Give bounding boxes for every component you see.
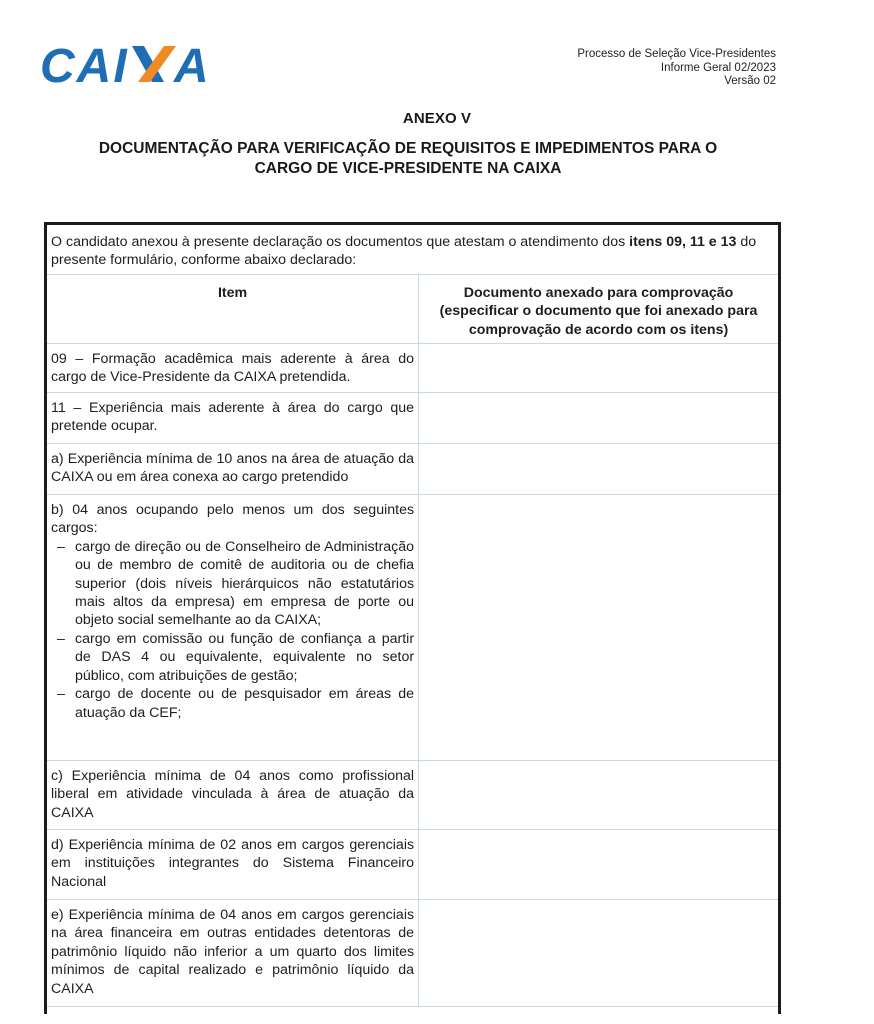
column-header-document	[419, 274, 778, 343]
document-field[interactable]	[419, 761, 778, 830]
subitem-text: cargo de direção ou de Conselheiro de Administração ou de membro de comitê de auditoria ou de chefia superior (dois níveis hierárquicos não estatutários mais altos da empresa) em empresa de porte ou objeto social semelhante ao da CAIXA;	[75, 538, 415, 629]
item-11b	[47, 495, 419, 761]
logo-text-a: A	[174, 40, 209, 88]
document-field[interactable]	[419, 393, 778, 444]
item-11b-subitems	[51, 538, 414, 722]
informe-number: Informe Geral 02/2023	[660, 61, 776, 74]
column-header-document-title: Documento anexado para comprovação	[463, 284, 734, 301]
document-field[interactable]	[419, 830, 778, 900]
dash-bullet-icon: –	[57, 538, 65, 555]
document-title	[0, 139, 816, 179]
table-intro-row	[47, 225, 778, 274]
column-header-item: Item	[47, 274, 419, 343]
subitem	[51, 538, 414, 630]
logo-text-cai: CAI	[40, 40, 129, 88]
intro-text-end: do presente formulário, conforme abaixo declarado:	[51, 234, 757, 269]
column-header-document-subtitle: (especificar o documento que foi anexado para comprovação de acordo com os itens)	[439, 303, 758, 338]
item-11c: c) Experiência mínima de 04 anos como profissional liberal em atividade vinculada à área de atuação da CAIXA	[47, 761, 419, 830]
table-header-row	[47, 274, 778, 343]
item-11: 11 – Experiência mais aderente à área do cargo que pretende ocupar.	[47, 393, 419, 444]
caixa-logo	[40, 40, 212, 88]
logo-x-mark	[132, 46, 176, 82]
table-row	[47, 761, 778, 830]
process-name: Processo de Seleção Vice-Presidentes	[577, 48, 776, 60]
table-row	[47, 830, 778, 900]
table-row	[47, 344, 778, 393]
table-row	[47, 495, 778, 761]
item-11d: d) Experiência mínima de 02 anos em cargos gerenciais em instituições integrantes do Sistema Financeiro Nacional	[47, 830, 419, 900]
item-11a: a) Experiência mínima de 10 anos na área de atuação da CAIXA ou em área conexa ao cargo pretendido	[47, 444, 419, 495]
document-field[interactable]	[419, 444, 778, 495]
version: Versão 02	[724, 75, 776, 87]
document-field[interactable]	[419, 495, 778, 761]
subitem	[51, 685, 414, 722]
subitem-text: cargo de docente ou de pesquisador em áreas de atuação da CEF;	[75, 686, 415, 721]
item-11b-text: b) 04 anos ocupando pelo menos um dos seguintes cargos:	[51, 502, 415, 537]
subitem	[51, 630, 414, 685]
annex-title: ANEXO V	[402, 110, 472, 127]
subitem-text: cargo em comissão ou função de confiança a partir de DAS 4 ou equivalente, equivalente no setor público, com atribuições de gestão;	[75, 630, 415, 684]
item-11e: e) Experiência mínima de 04 anos em cargos gerenciais na área financeira em outras entidades detentoras de patrimônio líquido não inferior a um quarto dos limites mínimos de capital realizado e patrimônio líquido da CAIXA	[47, 900, 419, 1007]
intro-items-bold: itens 09, 11 e 13	[629, 234, 737, 250]
dash-bullet-icon: –	[57, 630, 65, 647]
table-row	[47, 444, 778, 495]
dash-bullet-icon: –	[57, 686, 65, 703]
intro-text: O candidato anexou à presente declaração os documentos que atestam o atendimento dos	[51, 234, 630, 250]
document-field[interactable]	[419, 900, 778, 1007]
item-09: 09 – Formação acadêmica mais aderente à área do cargo de Vice-Presidente da CAIXA pretendida.	[47, 344, 419, 393]
table-row	[47, 393, 778, 444]
table-row	[47, 900, 778, 1007]
document-title-line-2: CARGO DE VICE-PRESIDENTE NA CAIXA	[254, 160, 562, 177]
header-meta	[577, 48, 776, 89]
document-field[interactable]	[419, 344, 778, 393]
table-intro	[47, 225, 778, 274]
requirements-table	[44, 222, 781, 1014]
document-title-line-1: DOCUMENTAÇÃO PARA VERIFICAÇÃO DE REQUISITOS E IMPEDIMENTOS PARA O	[98, 140, 718, 157]
